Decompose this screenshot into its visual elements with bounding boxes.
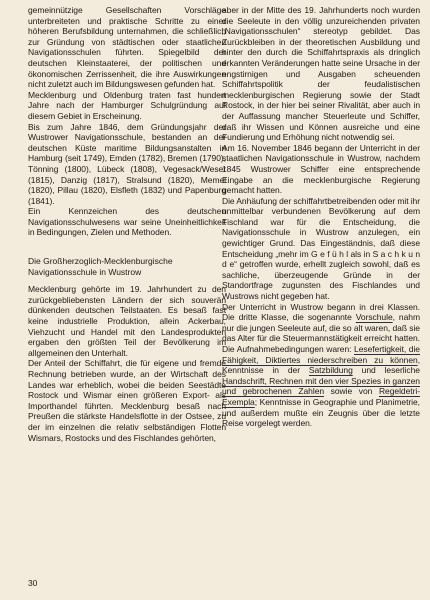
paragraph: Die Anhäufung der schiffahrtbetreibenden oder mit ihr unmittelbar verbundenen Bevölkerung auf dem Fischland war für die Entscheidung, die Navigationsschule in Wustrow anzulegen, ein gewichtiger Grund. Das Eingeständnis, daß diese Entscheidung „mehr im G e f ü h l als in S a c h k u n d e“ getroffen wurde, erhellt zugleich sowohl, daß es sachliche, überzeugende Gründe in der Standortfrage zugunsten des Fischlandes und Wustrows nicht gegeben hat. <box>222 195 420 302</box>
underlined-text: Vorschule <box>355 312 393 323</box>
section-gap <box>28 238 226 256</box>
text-run: , Kenntnisse in der <box>222 354 420 376</box>
paragraph: Ein Kennzeichen des deutschen Navigationsschulwesens war seine Uneinheitlichkeit in Bedingungen, Zielen und Methoden. <box>28 206 226 238</box>
paragraph: Am 16. November 1846 begann der Unterricht in der staatlichen Navigationsschule in Wustrow, nachdem 1845 Wustrower Schiffer eine entsprechende Eingabe an die mecklenburgische Regierung gemacht hatten. <box>222 142 420 196</box>
right-column <box>222 5 420 429</box>
left-column <box>28 5 226 443</box>
paragraph: Mecklenburg gehörte im 19. Jahrhundert zu den zurückgebliebensten Ländern der sich souverän dünkenden deutschen Teilstaaten. Es besaß fast keine industrielle Produktion, allein Ackerbau, Viehzucht und Handel mit den Landesprodukten ergaben den größten Teil der Bevölkerung im allgemeinen den Unterhalt. <box>28 284 226 358</box>
underlined-text: Lesefertigkeit, die Fähigkeit, Diktiertes niederschreiben zu können <box>222 344 420 365</box>
section-heading: Die Großherzoglich-Mecklenburgische Navigationsschule in Wustrow <box>28 256 173 277</box>
page-number: 30 <box>28 578 38 588</box>
underlined-text: Satzbildung <box>308 365 353 376</box>
text-run: Der Unterricht in Wustrow begann in drei Klassen. Die dritte Klasse, die sogenannte <box>222 301 420 323</box>
paragraph: Mecklenburg und Oldenburg traten fast hundert Jahre nach der Hamburger Schulgründung auf diesem Gebiet in Erscheinung. <box>28 89 226 121</box>
paragraph: gemeinnützige Gesellschaften Vorschläge unterbreiteten und praktische Schritte zu einer höheren Berufsbildung unternahmen, die schließlich zur Gründung von städtischen oder staatlichen Navigationsschulen führten. Spiegelbild der deutschen Kleinstaaterei, der politischen und ökonomischen Zerrissenheit, die ihre Auswirkungen nicht zuletzt auch im Bildungswesen gefunden hat. <box>28 5 226 90</box>
paragraph: Bis zum Jahre 1846, dem Gründungsjahr der Wustrower Navigationsschule, bestanden an der deutschen Küste maritime Bildungsanstalten in Hamburg (seit 1749), Emden (1782), Bremen (1790), Tönning (1800), Lübeck (1808), Vegesack/Weser (1815), Danzig (1817), Stralsund (1820), Memel (1820), Pillau (1820), Elsfleth (1832) und Papenburg (1841). <box>28 121 226 206</box>
paragraph: aber in der Mitte des 19. Jahrhunderts noch wurden die Seeleute in den völlig unzureichenden privaten „Navigationsschulen“ stereotyp gebildet. Das Zurückbleiben in der theoretischen Ausbildung und hinter den durch die Schiffahrtspraxis als dringlich erkannten Veränderungen hatte seine Ursache in der engstirnigen und Ausgaben scheuenden Schiffahrtspolitik der feudalistischen mecklenburgischen Regierung sowie der Stadt Rostock, in der hier bei seiner Rivalität, aber auch in der Auffassung mancher Steuerleute und Schiffer, daß ihr Wissen und Können ausreiche und eine Fundierung und Erhöhung nicht notwendig sei. <box>222 5 420 143</box>
underlined-text: Regeldetri-Exempla <box>222 386 420 407</box>
text-run: und leserliche <box>352 365 420 376</box>
underlined-text: Handschrift, Rechnen mit den vier Spezies in ganzen und gebrochenen Zahlen <box>222 375 420 397</box>
text-run: ; Kenntnisse in Geographie und Planimetrie, und außerdem mußte ein Zeugnis über die letzte Reise vorgelegt werden. <box>222 396 420 429</box>
text-run: sowie von <box>324 386 379 397</box>
paragraph-admission-requirements <box>222 302 420 429</box>
paragraph: Der Anteil der Schiffahrt, die für eigene und fremde Rechnung betrieben wurde, an der Wirtschaft des Landes war erheblich, wobei die beiden Seestädte Rostock und Wismar einen größeren Export- als Importhandel führten. Mecklenburg besaß nach Preußen die stärkste Handelsflotte in der Ostsee, zu der im einzelnen die relativ selbständigen Flotten Wismars, Rostocks und des Fischlandes gehörten, <box>28 358 226 443</box>
text-run: , nahm nur die jungen Seeleute auf, die so alt waren, daß sie das Alter für die Steuermannstätigkeit erreicht hatten. Die Aufnahmebedingungen waren: <box>222 312 420 354</box>
